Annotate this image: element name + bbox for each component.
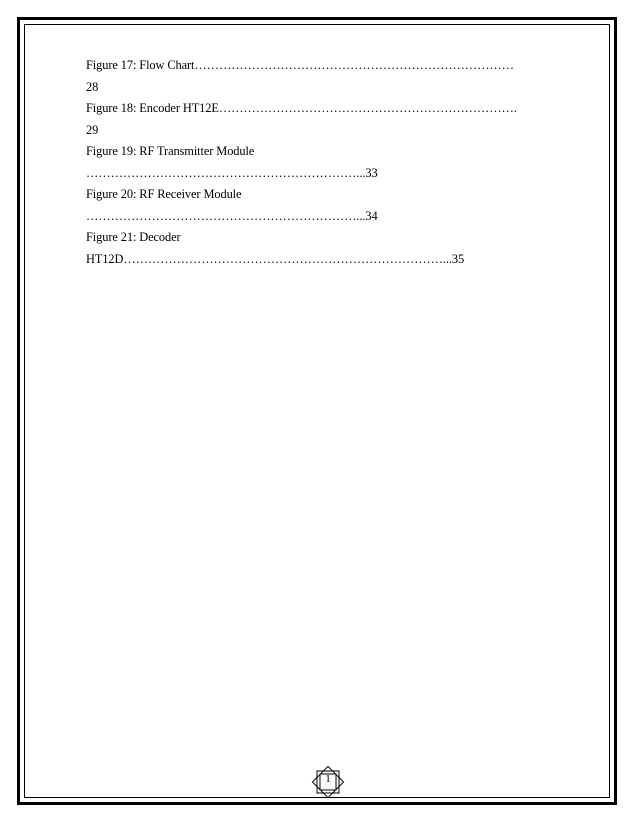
page-number: 1 [325, 773, 331, 785]
toc-entry-figure-20: Figure 20: RF Receiver Module [86, 187, 242, 201]
toc-page-number: 28 [86, 79, 99, 94]
toc-leader-line: …………………………………………………………...34 [86, 208, 378, 223]
toc-entry-figure-18: Figure 18: Encoder HT12E………………………………………………………………. [86, 101, 517, 115]
toc-entry-figure-17: Figure 17: Flow Chart…………………………………………………………………… [86, 58, 514, 72]
toc-entry-figure-19: Figure 19: RF Transmitter Module [86, 144, 255, 158]
toc-leader-line: HT12D……………………………………………………………………...35 [86, 251, 465, 266]
toc-page-number: 29 [86, 122, 99, 137]
list-of-figures [86, 55, 556, 270]
toc-leader-line: …………………………………………………………...33 [86, 165, 378, 180]
toc-entry-figure-21: Figure 21: Decoder [86, 230, 181, 244]
